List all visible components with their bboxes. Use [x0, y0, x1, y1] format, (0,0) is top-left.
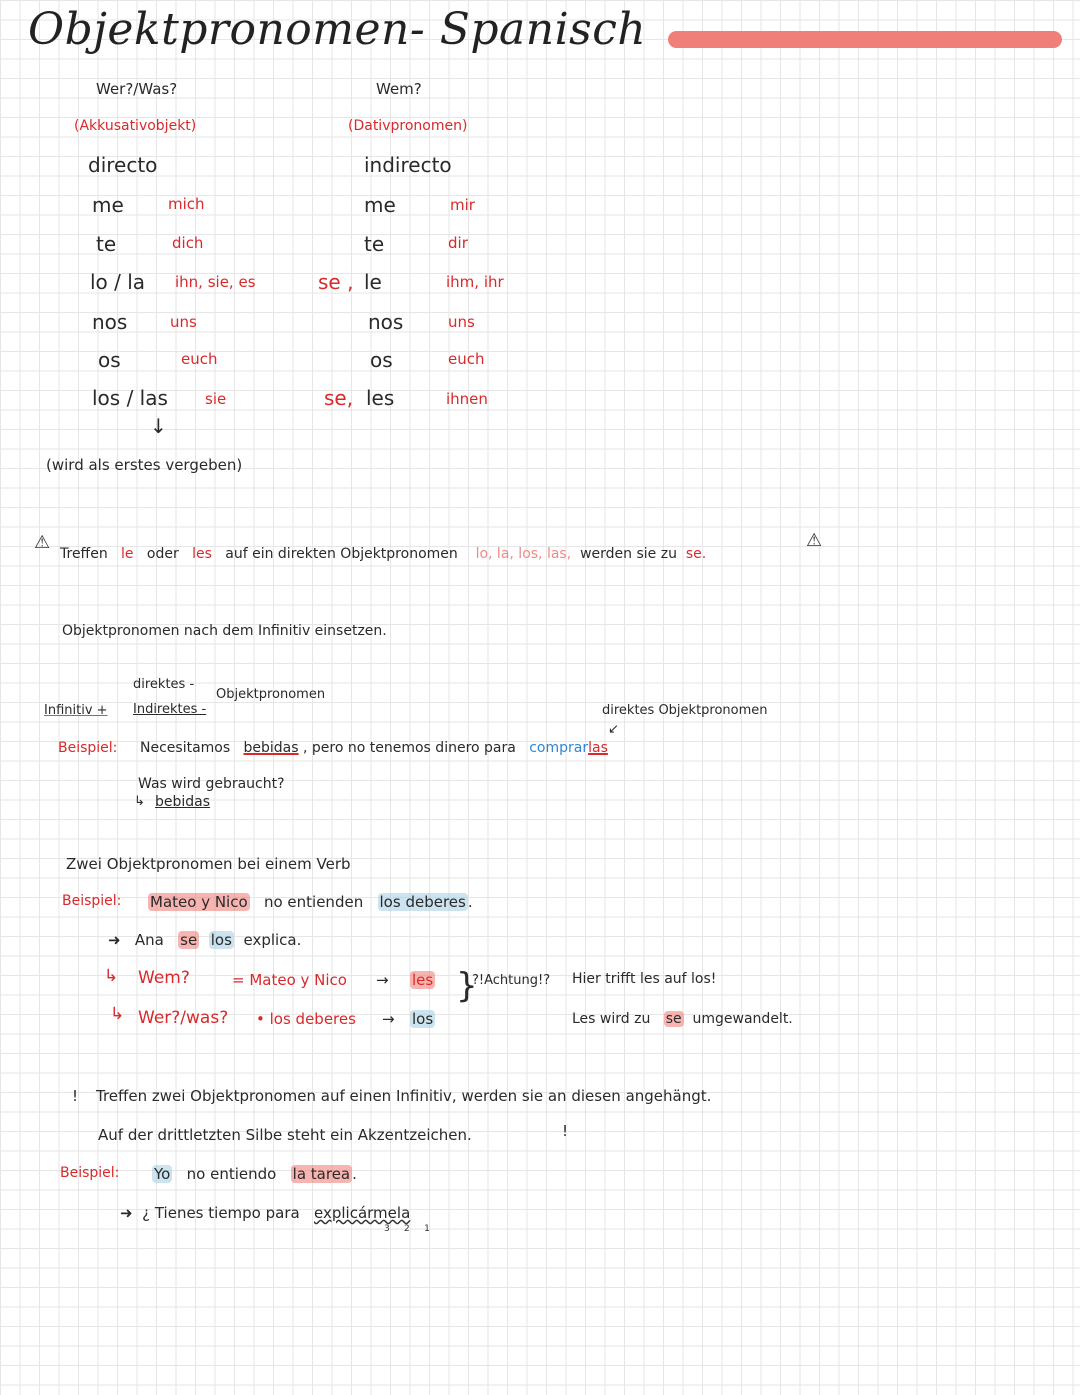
indirect-translation: uns: [448, 313, 475, 331]
annotation-arrow-icon: ↙: [608, 722, 619, 737]
indirect-pronoun: les: [366, 386, 395, 410]
direct-translation: sie: [205, 390, 227, 408]
example-sentence: Yo no entiendo la tarea .: [154, 1165, 357, 1183]
indirect-translation: ihm, ihr: [446, 273, 504, 291]
indirect-translation: ihnen: [446, 390, 488, 408]
warning-icon: !: [562, 1122, 569, 1140]
indirect-question: Wem?: [376, 80, 422, 98]
direct-translation: uns: [170, 313, 197, 331]
direct-pronoun: lo / la: [90, 270, 146, 294]
hook-arrow-icon: ↳: [110, 1004, 125, 1024]
example-question: Was wird gebraucht?: [138, 776, 285, 792]
direct-pronoun: los / las: [92, 386, 168, 410]
example-answer: bebidas: [155, 794, 211, 810]
direct-pronoun: te: [96, 232, 117, 256]
formula-infinitive: Infinitiv +: [44, 703, 108, 718]
infinitive-heading: Objektpronomen nach dem Infinitiv einsetzen.: [62, 623, 387, 639]
direct-note: (wird als erstes vergeben): [46, 456, 243, 474]
example-label: Beispiel:: [58, 740, 118, 756]
example-label: Beispiel:: [60, 1165, 120, 1181]
indirect-pronoun: me: [364, 193, 396, 217]
indirect-translation: mir: [450, 196, 475, 214]
answer-what: • los deberes: [256, 1010, 356, 1028]
answer-arrow-icon: ↳: [134, 794, 145, 809]
indirect-se-variant: se,: [324, 386, 354, 410]
annotation-direct-pronoun: direktes Objektpronomen: [602, 703, 768, 718]
indirect-translation: dir: [448, 234, 468, 252]
example-label: Beispiel:: [62, 893, 122, 909]
warning-icon: ⚠: [806, 530, 823, 551]
indirect-pronoun: te: [364, 232, 385, 256]
indirect-pronoun: nos: [368, 310, 404, 334]
note-converted: Les wird zu se umgewandelt.: [572, 1011, 793, 1027]
direct-translation: euch: [181, 350, 218, 368]
rule-infinitive: Treffen zwei Objektpronomen auf einen Infinitiv, werden sie an diesen angehängt.: [96, 1087, 712, 1105]
formula-indirect: Indirektes -: [133, 702, 207, 717]
hook-arrow-icon: ↳: [104, 966, 119, 986]
direct-heading: directo: [88, 153, 158, 177]
title-accent-bar: [668, 31, 1062, 48]
rule-accent: Auf der drittletzten Silbe steht ein Akzentzeichen.: [98, 1126, 472, 1144]
example-question: ➜ ¿ Tienes tiempo para explicármela: [120, 1204, 411, 1222]
direct-pronoun: os: [98, 348, 121, 372]
indirect-case: (Dativpronomen): [348, 118, 468, 134]
formula-objektpronomen: Objektpronomen: [216, 687, 326, 702]
answer-who: = Mateo y Nico: [232, 971, 347, 989]
achtung-label: ?!Achtung!?: [472, 973, 551, 988]
example-sentence: Mateo y Nico no entienden los deberes .: [150, 893, 473, 911]
direct-translation: dich: [172, 234, 204, 252]
arrow-icon: →: [376, 971, 389, 989]
direct-translation: ihn, sie, es: [175, 273, 256, 291]
indirect-se-variant: se ,: [318, 270, 354, 294]
syllable-marks: 3 2 1: [384, 1224, 430, 1234]
direct-translation: mich: [168, 195, 205, 213]
question-what: Wer?/was?: [138, 1008, 229, 1028]
indirect-pronoun: os: [370, 348, 393, 372]
example-sentence: Necesitamos bebidas , pero no tenemos dinero para comprarlas: [140, 740, 608, 756]
down-arrow-icon: ↓: [150, 414, 167, 438]
page-title: Objektpronomen- Spanisch: [28, 4, 647, 55]
example-result: ➜ Ana se los explica.: [108, 931, 302, 949]
direct-question: Wer?/Was?: [96, 80, 178, 98]
direct-case: (Akkusativobjekt): [74, 118, 197, 134]
pronoun-les: les: [412, 971, 434, 989]
note-les-los: Hier trifft les auf los!: [572, 971, 717, 987]
warning-icon: !: [72, 1087, 79, 1105]
warning-icon: ⚠: [34, 532, 51, 553]
rule-le-les: Treffen le oder les auf ein direkten Objektpronomen lo, la, los, las, werden sie zu se.: [60, 546, 707, 562]
question-who: Wem?: [138, 968, 190, 988]
arrow-icon: →: [382, 1010, 395, 1028]
formula-direct: direktes -: [133, 677, 195, 692]
pronoun-los: los: [412, 1010, 434, 1028]
indirect-pronoun: le: [364, 270, 382, 294]
direct-pronoun: me: [92, 193, 124, 217]
indirect-heading: indirecto: [364, 153, 452, 177]
indirect-translation: euch: [448, 350, 485, 368]
two-pronouns-heading: Zwei Objektpronomen bei einem Verb: [66, 855, 351, 873]
direct-pronoun: nos: [92, 310, 128, 334]
brace: }: [456, 966, 478, 1006]
